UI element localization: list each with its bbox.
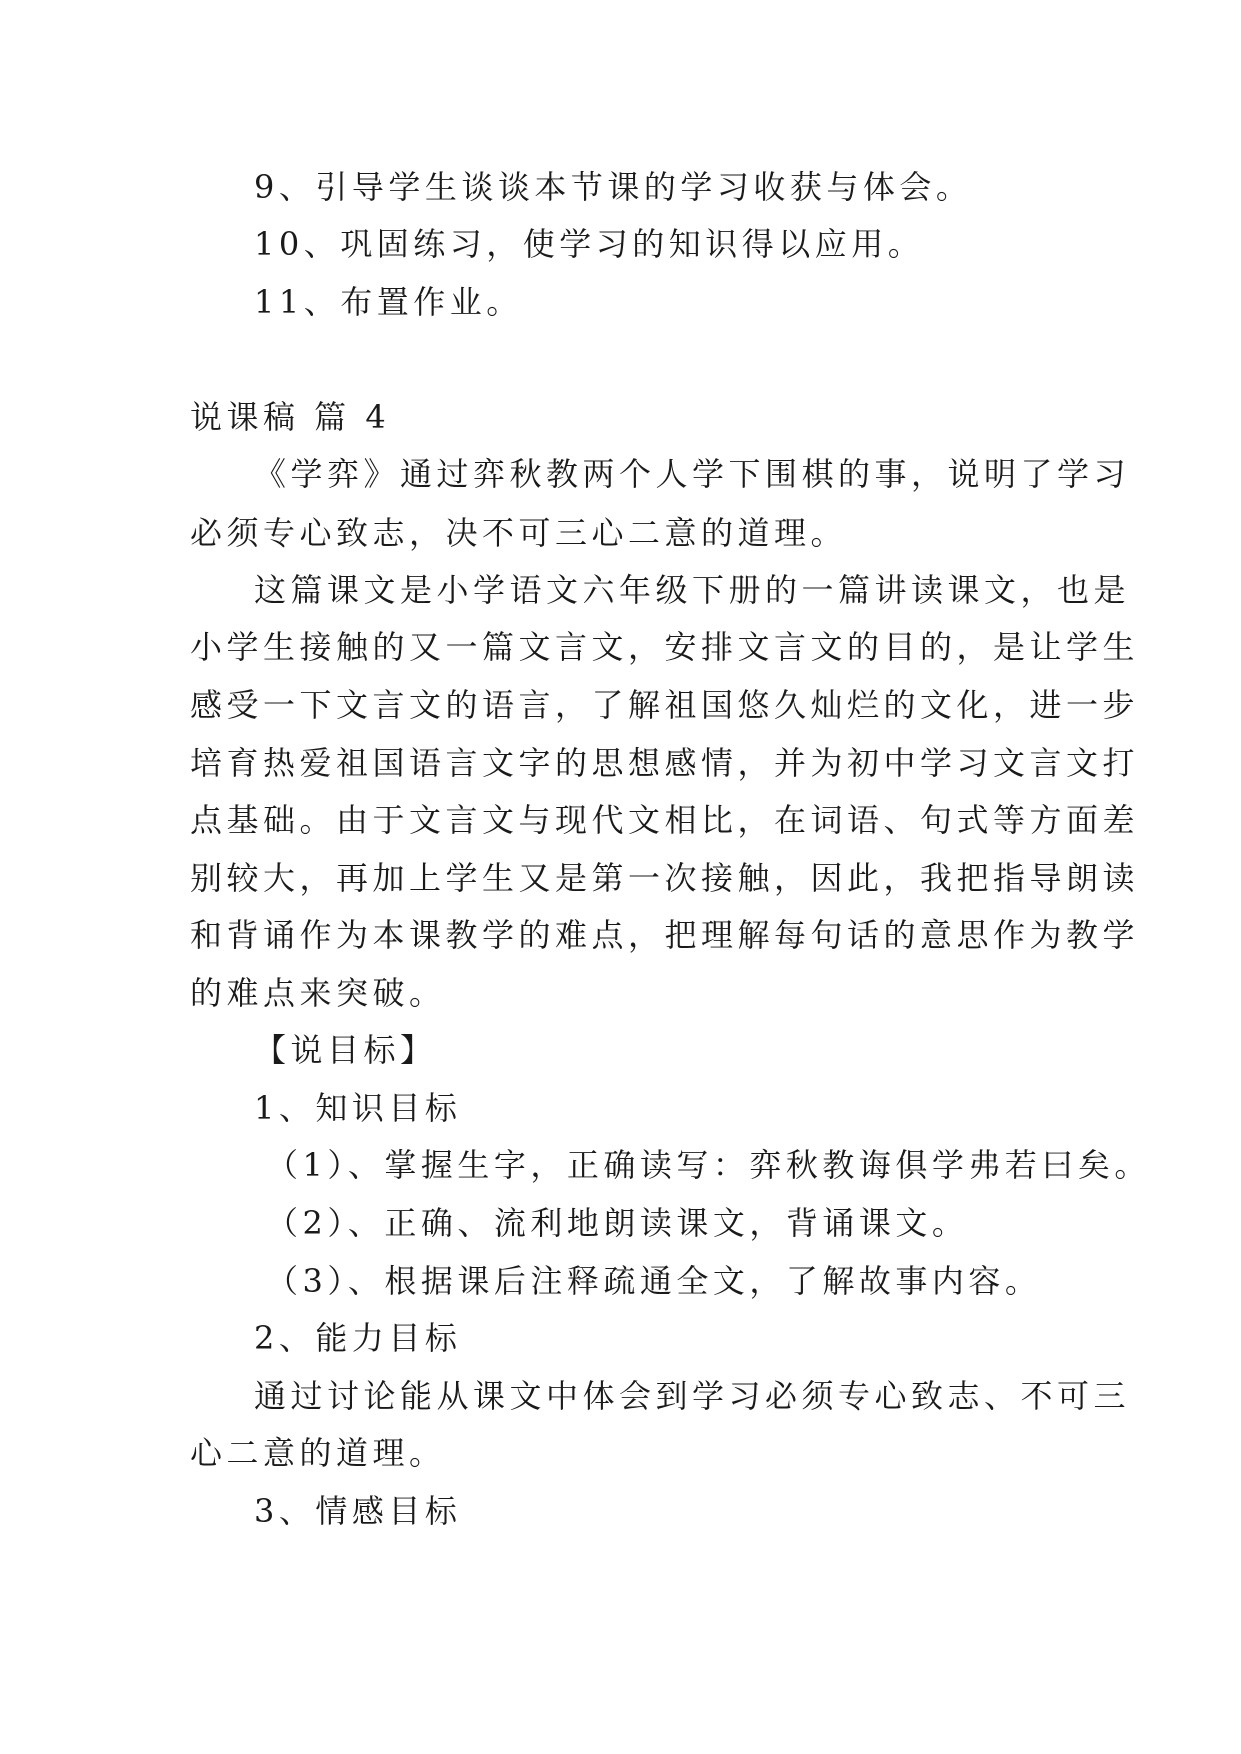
knowledge-goal-heading: 1、知识目标: [254, 1089, 462, 1127]
goals-heading: 【说目标】: [254, 1031, 437, 1069]
paragraph-1-line-2: 必须专心致志，决不可三心二意的道理。: [190, 514, 848, 552]
paragraph-2-line-2: 小学生接触的又一篇文言文，安排文言文的目的，是让学生: [190, 628, 1140, 666]
knowledge-goal-item-2: （2）、正确、流利地朗读课文，背诵课文。: [266, 1204, 969, 1242]
knowledge-goal-item-3: （3）、根据课后注释疏通全文，了解故事内容。: [266, 1262, 1042, 1300]
paragraph-2-line-7: 和背诵作为本课教学的难点，把理解每句话的意思作为教学: [190, 916, 1140, 954]
section-title: 说课稿 篇 4: [190, 398, 391, 436]
paragraph-1-line-1: 《学弈》通过弈秋教两个人学下围棋的事，说明了学习: [254, 455, 1131, 493]
knowledge-goal-item-1: （1）、掌握生字，正确读写：弈秋教诲俱学弗若曰矣。: [266, 1146, 1151, 1184]
step-11: 11、布置作业。: [254, 283, 523, 321]
step-9: 9、引导学生谈谈本节课的学习收获与体会。: [254, 168, 973, 206]
step-10: 10、巩固练习，使学习的知识得以应用。: [254, 225, 925, 263]
paragraph-2-line-1: 这篇课文是小学语文六年级下册的一篇讲读课文，也是: [254, 571, 1131, 609]
ability-goal-heading: 2、能力目标: [254, 1319, 462, 1357]
paragraph-2-line-6: 别较大，再加上学生又是第一次接触，因此，我把指导朗读: [190, 859, 1140, 897]
ability-goal-line-2: 心二意的道理。: [190, 1434, 446, 1472]
ability-goal-line-1: 通过讨论能从课文中体会到学习必须专心致志、不可三: [254, 1377, 1131, 1415]
paragraph-2-line-5: 点基础。由于文言文与现代文相比，在词语、句式等方面差: [190, 801, 1140, 839]
paragraph-2-line-4: 培育热爱祖国语言文字的思想感情，并为初中学习文言文打: [190, 744, 1140, 782]
emotion-goal-heading: 3、情感目标: [254, 1492, 462, 1530]
paragraph-2-line-8: 的难点来突破。: [190, 974, 446, 1012]
paragraph-2-line-3: 感受一下文言文的语言，了解祖国悠久灿烂的文化，进一步: [190, 686, 1140, 724]
